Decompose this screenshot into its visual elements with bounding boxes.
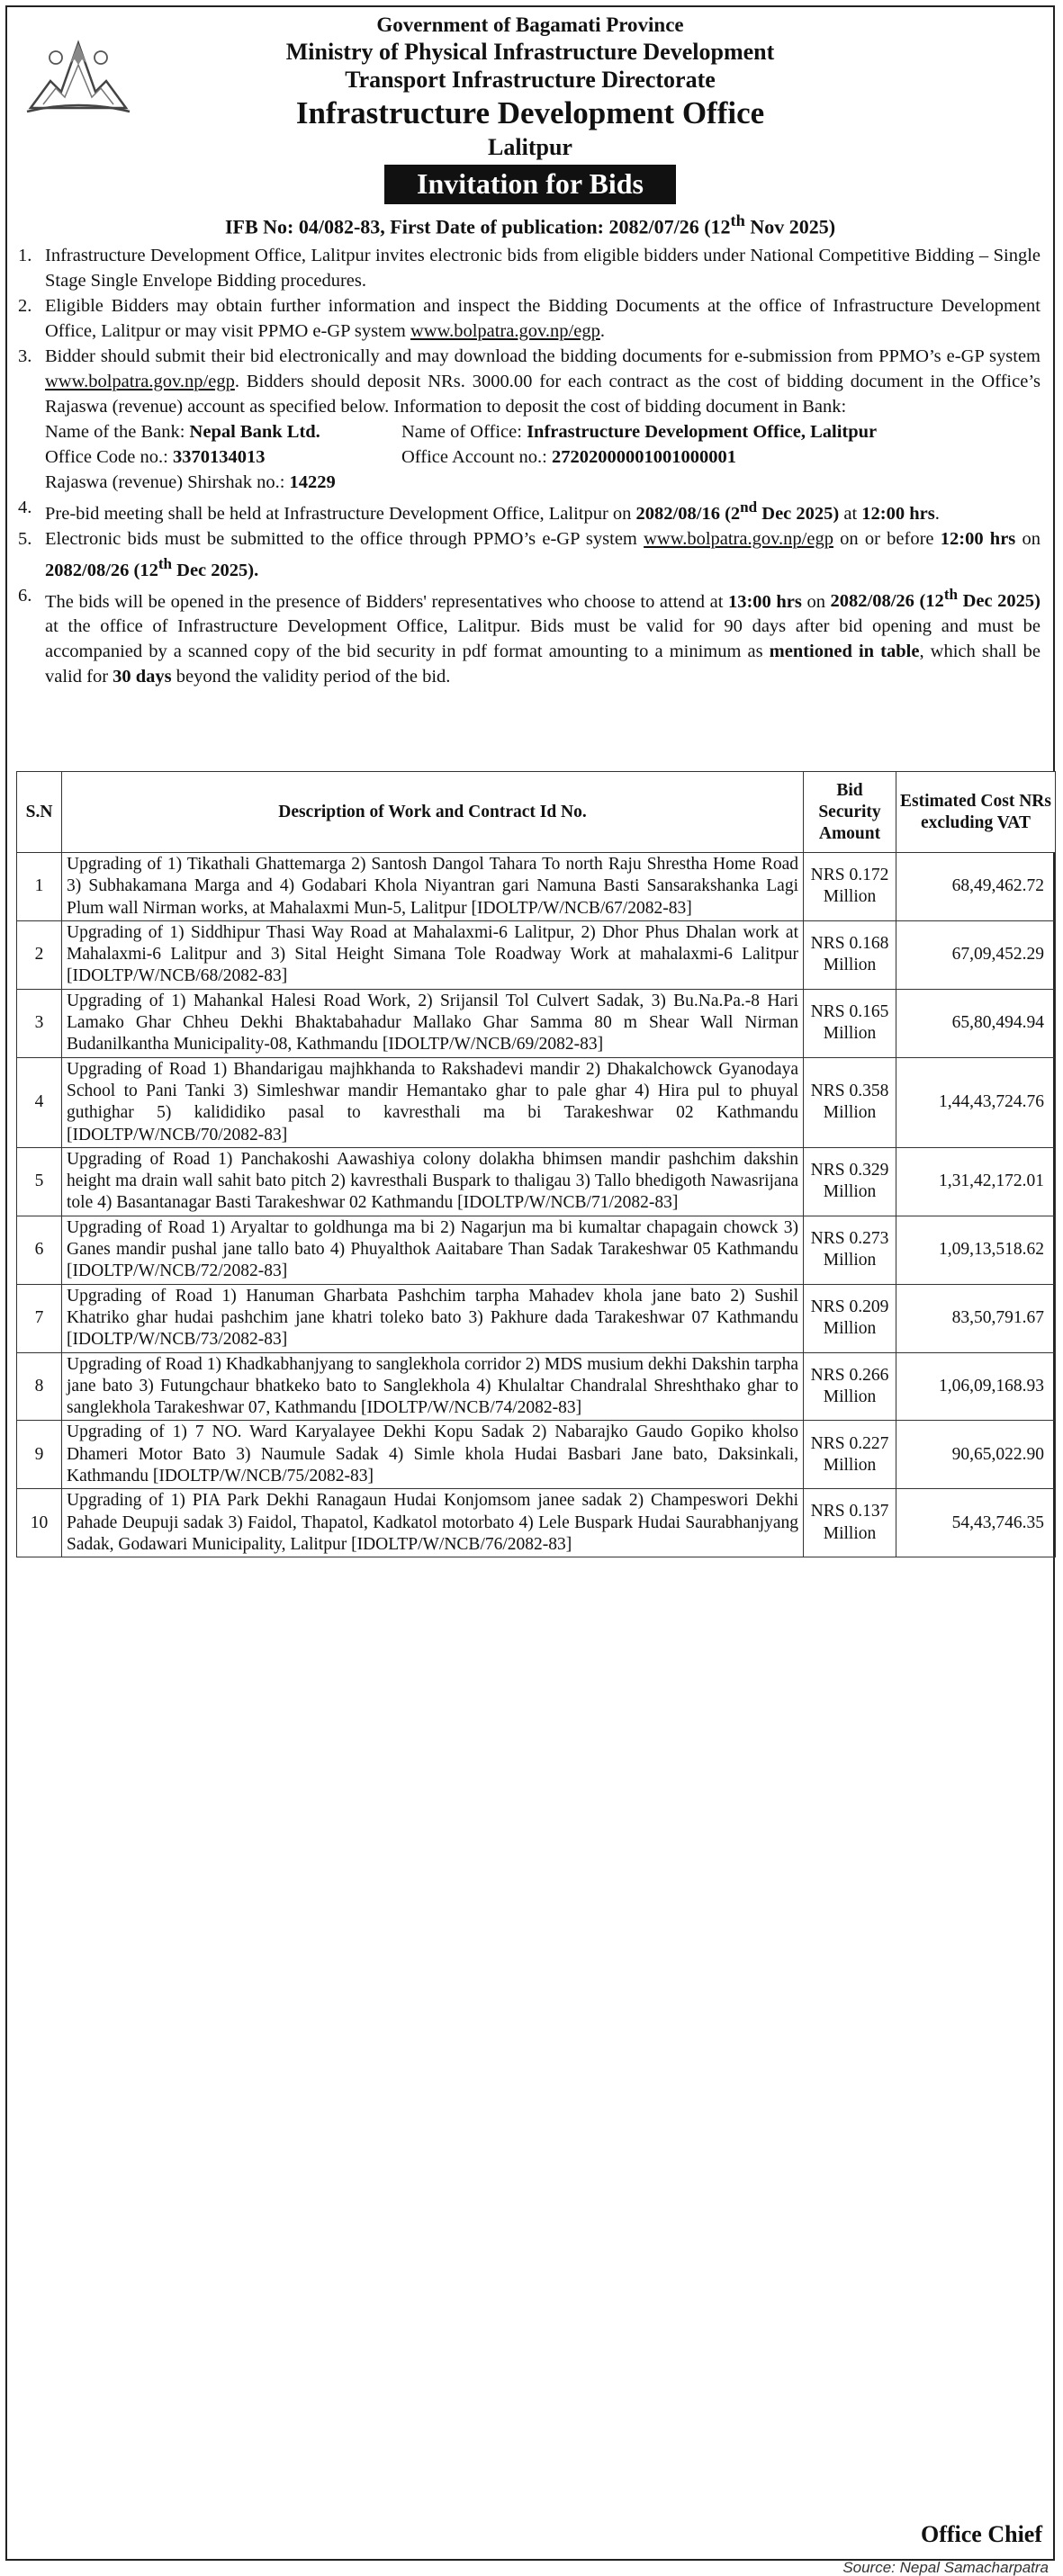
cell-description: Upgrading of Road 1) Aryaltar to goldhunga ma bi 2) Nagarjun ma bi kumaltar chapagain chowck 3) Ganes mandir pushal jane tallo bato 4) Phuyalthok Aaitabare Than Sadak Tarakeshwar 05 Kathmandu [IDOLTP/W/NCB/72/2082-83]: [62, 1216, 804, 1284]
table-row: [17, 1489, 1056, 1557]
instruction-6: 6. The bids will be opened in the presence of Bidders' representatives who choose to attend at 13:00 hrs on 2082/08/26 (12th Dec 2025) at the office of Infrastructure Development Office, Lalitpur. Bids must be valid for 90 days after bid opening and must be accompanied by a scanned copy of the bid security in pdf format amounting to a minimum as mentioned in table, which shall be valid for 30 days beyond the validity period of the bid.: [18, 585, 1040, 687]
egp-link[interactable]: www.bolpatra.gov.np/egp: [644, 528, 833, 549]
cell-estimated-cost: 1,06,09,168.93: [896, 1352, 1056, 1421]
cell-bid-security: NRS 0.266 Million: [804, 1352, 896, 1421]
egp-link[interactable]: www.bolpatra.gov.np/egp: [45, 372, 235, 391]
cell-bid-security: NRS 0.358 Million: [804, 1057, 896, 1147]
table-row: [17, 1421, 1056, 1489]
signature-office-chief: Office Chief: [920, 2521, 1042, 2547]
cell-sn: 7: [17, 1284, 62, 1352]
table-row: [17, 1284, 1056, 1352]
cell-sn: 5: [17, 1147, 62, 1216]
instruction-5: 5. Electronic bids must be submitted to the office through PPMO’s e-GP system www.bolpatra.gov.np/egp on or before 12:00 hrs on 2082/08/26 (12th Dec 2025).: [18, 528, 1040, 580]
table-row: [17, 1216, 1056, 1284]
cell-description: Upgrading of Road 1) Panchakoshi Aawashiya colony dolakha bhimsen mandir pashchim dakshin height ma drain wall sahit bato pitch 2) kavresthali Buspark to thaligau 3) Tallo bhedigoth Nawasrijana tole 4) Basantanagar Basti Tarakeshwar 02 Kathmandu [IDOLTP/W/NCB/71/2082-83]: [62, 1147, 804, 1216]
ifb-line: IFB No: 04/082-83, First Date of publication: 2082/07/26 (12th Nov 2025): [224, 211, 836, 238]
table-row: [17, 1147, 1056, 1216]
header-city: Lalitpur: [488, 133, 572, 160]
egp-link[interactable]: www.bolpatra.gov.np/egp: [410, 321, 600, 341]
cell-estimated-cost: 68,49,462.72: [896, 853, 1056, 921]
cell-estimated-cost: 1,09,13,518.62: [896, 1216, 1056, 1284]
header-office: Infrastructure Development Office: [295, 94, 765, 130]
bid-instructions: [18, 243, 1040, 689]
cell-description: Upgrading of 1) Tikathali Ghattemarga 2) Santosh Dangol Tahara To north Raju Shrestha Home Road 3) Subhakamana Marga and 4) Godabari Khola Niyantran gari Namuna Basti Sansarakshanka Lagi Plum wall Nirman works, at Mahalaxmi Mun-5, Lalitpur [IDOLTP/W/NCB/67/2082-83]: [62, 853, 804, 921]
cell-description: Upgrading of 1) Siddhipur Thasi Way Road at Mahalaxmi-6 Lalitpur, 2) Dhor Phus Dhalan work at Mahalaxmi-6 Lalitpur and 3) Sital Height Simana Tole Roadway Work at mahalaxmi-6 Lalitpur [IDOLTP/W/NCB/68/2082-83]: [62, 920, 804, 989]
cell-bid-security: NRS 0.273 Million: [804, 1216, 896, 1284]
header-government: Government of Bagamati Province: [376, 13, 684, 36]
header-estimated-cost: Estimated Cost NRs excluding VAT: [896, 772, 1056, 853]
letterhead: [7, 13, 1053, 239]
cell-sn: 3: [17, 989, 62, 1057]
cell-estimated-cost: 90,65,022.90: [896, 1421, 1056, 1489]
cell-estimated-cost: 83,50,791.67: [896, 1284, 1056, 1352]
cell-estimated-cost: 65,80,494.94: [896, 989, 1056, 1057]
cell-sn: 4: [17, 1057, 62, 1147]
cell-bid-security: NRS 0.137 Million: [804, 1489, 896, 1557]
table-header-row: [17, 772, 1056, 853]
bank-details-row-3: Rajaswa (revenue) Shirshak no.: 14229: [45, 472, 336, 492]
cell-bid-security: NRS 0.209 Million: [804, 1284, 896, 1352]
cell-sn: 8: [17, 1352, 62, 1421]
cell-bid-security: NRS 0.168 Million: [804, 920, 896, 989]
instruction-2: 2. Eligible Bidders may obtain further information and inspect the Bidding Documents at the office of Infrastructure Development Office, Lalitpur or may visit PPMO e-GP system www.bolpatra.gov.np/egp.: [18, 296, 1040, 341]
works-table: [16, 771, 1056, 1557]
header-ministry: Ministry of Physical Infrastructure Development: [285, 38, 775, 65]
instruction-1: 1. Infrastructure Development Office, Lalitpur invites electronic bids from eligible bidders under National Competitive Bidding – Single Stage Single Envelope Bidding procedures.: [18, 246, 1040, 291]
table-row: [17, 989, 1056, 1057]
cell-description: Upgrading of Road 1) Bhandarigau majhkhanda to Rakshadevi mandir 2) Dhakalchowck Gyanodaya School to Pani Tanki 3) Simleshwar mandir Hemantako ghar to pale ghar 4) Hira pul to phuyal guthighar 5) kalididiko pasal to kavresthali ma bi Tarakeshwar 02 Kathmandu [IDOLTP/W/NCB/70/2082-83]: [62, 1057, 804, 1147]
header-bid-security: Bid Security Amount: [804, 772, 896, 853]
bank-details-row-2: Office Code no.: 3370134013 Office Account no.: 27202000001001000001: [45, 447, 736, 467]
title-banner: Invitation for Bids: [384, 165, 676, 204]
cell-estimated-cost: 1,31,42,172.01: [896, 1147, 1056, 1216]
header-sn: S.N: [17, 772, 62, 853]
table-row: [17, 920, 1056, 989]
source-credit: Source: Nepal Samacharpatra: [842, 2559, 1049, 2576]
cell-bid-security: NRS 0.165 Million: [804, 989, 896, 1057]
cell-estimated-cost: 67,09,452.29: [896, 920, 1056, 989]
cell-description: Upgrading of 1) Mahankal Halesi Road Work, 2) Srijansil Tol Culvert Sadak, 3) Bu.Na.Pa.-8 Hari Lamako Ghar Chheu Dekhi Bhaktabahadur Mallako Ghar Samma 80 m Shear Wall Nirman Budanilkantha Municipality-08, Kathmandu [IDOLTP/W/NCB/69/2082-83]: [62, 989, 804, 1057]
cell-estimated-cost: 1,44,43,724.76: [896, 1057, 1056, 1147]
cell-estimated-cost: 54,43,746.35: [896, 1489, 1056, 1557]
cell-description: Upgrading of 1) PIA Park Dekhi Ranagaun Hudai Konjomsom janee sadak 2) Champeswori Dekhi Pahade Deupuji sadak 3) Faidol, Thapatol, Kadkatol motorbato 4) Lele Buspark Hudai Saurabhanjyang Sadak, Godawari Municipality, Lalitpur [IDOLTP/W/NCB/76/2082-83]: [62, 1489, 804, 1557]
table-row: [17, 853, 1056, 921]
instruction-4: 4. Pre-bid meeting shall be held at Infrastructure Development Office, Lalitpur on 2082/08/16 (2nd Dec 2025) at 12:00 hrs.: [18, 498, 940, 524]
cell-description: Upgrading of Road 1) Khadkabhanjyang to sanglekhola corridor 2) MDS musium dekhi Dakshin tarpha jane bato 3) Futungchaur bhatkeko bato to Sanglekhola 4) Khulaltar Chandralal Shreshthako ghar to sanglekhola Tarakeshwar 07, Kathmandu [IDOLTP/W/NCB/74/2082-83]: [62, 1352, 804, 1421]
bank-details-row-1: Name of the Bank: Nepal Bank Ltd. Name of Office: Infrastructure Development Office, Lalitpur: [45, 422, 878, 442]
cell-description: Upgrading of 1) 7 NO. Ward Karyalayee Dekhi Kopu Sadak 2) Nabarajko Gaudo Gopiko kholso Dhameri Motor Bato 3) Naumule Sadak 4) Simle khola Hudai Basbari Jane bato, Daksinkali, Kathmandu [IDOLTP/W/NCB/75/2082-83]: [62, 1421, 804, 1489]
header-description: Description of Work and Contract Id No.: [62, 772, 804, 853]
cell-bid-security: NRS 0.329 Million: [804, 1147, 896, 1216]
cell-sn: 6: [17, 1216, 62, 1284]
table-row: [17, 1352, 1056, 1421]
cell-sn: 10: [17, 1489, 62, 1557]
notice-page: [5, 5, 1055, 2561]
header-directorate: Transport Infrastructure Directorate: [345, 66, 716, 93]
cell-bid-security: NRS 0.172 Million: [804, 853, 896, 921]
cell-sn: 2: [17, 920, 62, 989]
cell-sn: 1: [17, 853, 62, 921]
cell-sn: 9: [17, 1421, 62, 1489]
table-row: [17, 1057, 1056, 1147]
instruction-3: 3. Bidder should submit their bid electronically and may download the bidding documents for e-submission from PPMO’s e-GP system www.bolpatra.gov.np/egp. Bidders should deposit NRs. 3000.00 for each contract as the cost of bidding document in the Office’s Rajaswa (revenue) account as specified below. Information to deposit the cost of bidding document in Bank: Name of the Bank: Nepal Bank Ltd. Name of Office: Infrastructure Development Office, Lalitpur Office Code no.: 3370134013 Office Account no.: 27202000001001000001 Rajaswa (revenue) Shirshak no.: 14229: [18, 344, 1040, 495]
cell-bid-security: NRS 0.227 Million: [804, 1421, 896, 1489]
cell-description: Upgrading of Road 1) Hanuman Gharbata Pashchim tarpha Mahadev khola jane bato 2) Sushil Khatriko ghar hudai pashchim jane khatri toleko bato 3) Pakhure dada Tarakeshwar 07 Kathmandu [IDOLTP/W/NCB/73/2082-83]: [62, 1284, 804, 1352]
